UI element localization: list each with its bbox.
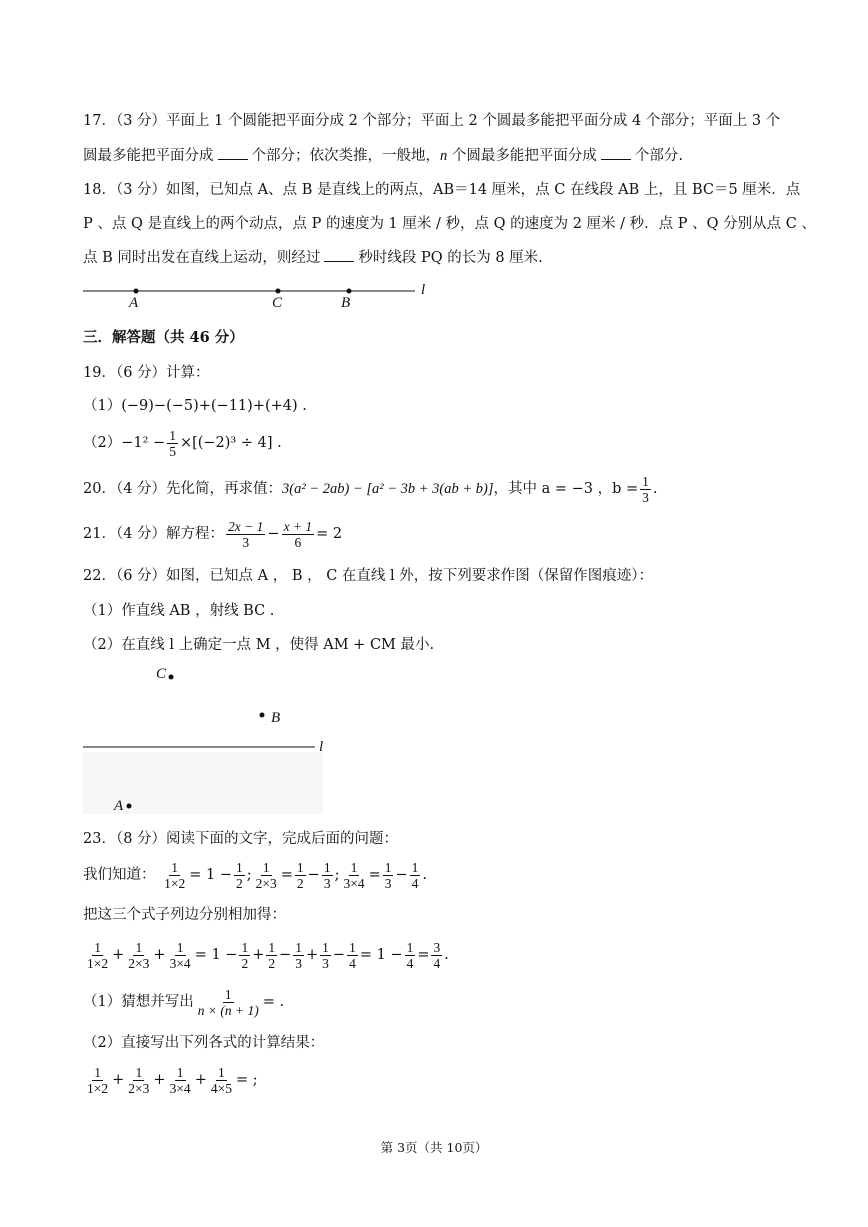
q23-sum-f4: [239, 940, 250, 971]
q23-s1-den: 1×2: [87, 955, 109, 971]
q23-fc-den: 2×3: [255, 875, 277, 891]
q23-sum-end: .: [444, 947, 449, 963]
q23-eq1: = 1 −: [189, 867, 232, 883]
q19-p2-a: −1² −: [121, 435, 166, 451]
q23-p2-f2: [126, 1065, 151, 1096]
q21-f1-num: 2x − 1: [228, 518, 264, 534]
q18-line2: P 、点 Q 是直线上的两个动点，点 P 的速度为 1 厘米 / 秒，点 Q 的速度为 2 厘米 / 秒．点 P 、Q 分别从点 C 、: [83, 216, 816, 232]
q23-p2f2-num: 1: [135, 1064, 143, 1080]
q23-sum-f8: [347, 940, 358, 971]
q23-sum-f6: [293, 940, 304, 971]
q23-minus1: −: [307, 867, 320, 883]
q23-s3-num: 1: [176, 939, 184, 955]
q23-fa-den: 1×2: [164, 875, 186, 891]
q20-end: .: [652, 481, 658, 497]
q23-p2f1-num: 1: [94, 1064, 101, 1080]
q23-fh-den: 4: [411, 875, 419, 891]
q19-part2: [83, 426, 282, 460]
q23-p2-f3: [168, 1065, 193, 1096]
q23-sep2: ;: [334, 867, 340, 883]
q23-fb-den: 2: [235, 875, 243, 891]
q23-result-num: 3: [433, 939, 441, 955]
q23-s9-num: 1: [406, 939, 414, 955]
q20-text-b: ，其中 a = −3 ，b =: [493, 481, 639, 497]
q18-label-b: B: [341, 295, 351, 311]
q23-fh-num: 1: [411, 859, 419, 875]
q18-text-b: 秒时线段 PQ 的长为 8 厘米.: [358, 250, 543, 266]
q22-label-c: C: [156, 666, 167, 682]
q23-p2-f1: [85, 1065, 110, 1096]
q23-s1-num: 1: [94, 939, 101, 955]
q19-p2-label: （2）: [83, 435, 122, 451]
q21-minus: −: [267, 526, 280, 542]
q23-sum-f7: [320, 940, 331, 971]
q23-fg-num: 1: [384, 859, 392, 875]
q23-know-text: 我们知道：: [83, 867, 156, 883]
q21-rhs: = 2: [316, 526, 343, 542]
q20-line: [83, 472, 658, 506]
q23-fe-den: 3: [323, 875, 331, 891]
q23-s2-num: 1: [135, 939, 143, 955]
q23-s6-num: 1: [295, 939, 302, 955]
q23-frac-b: [234, 860, 245, 891]
q18-point-a: [134, 289, 139, 294]
q22-figure: [83, 675, 323, 815]
section3-heading: 三．解答题（共 46 分）: [83, 329, 244, 346]
q19-title: 19．（6 分）计算：: [83, 365, 210, 381]
q23-p2f2-den: 2×3: [128, 1080, 150, 1096]
q21-fraction-1: [226, 519, 265, 550]
q20-text-a: 20．（4 分）先化简，再求值：: [83, 481, 283, 497]
q23-fd-den: 2: [296, 875, 304, 891]
q23-s8-num: 1: [349, 939, 356, 955]
q23-s8-den: 4: [349, 955, 356, 971]
q23-p2f4-num: 1: [218, 1064, 225, 1080]
q23-s5-num: 1: [268, 939, 276, 955]
q23-s7-num: 1: [322, 939, 329, 955]
q23-p1-den: n × (n + 1): [197, 1002, 259, 1018]
q23-p1-fraction: [196, 987, 261, 1018]
q23-p2f3-den: 3×4: [169, 1080, 191, 1096]
q19-frac-num: 1: [169, 427, 176, 443]
q20-frac-den: 3: [642, 489, 649, 505]
q18-label-l: l: [421, 282, 426, 298]
q18-label-a: A: [129, 295, 139, 311]
q22-title: 22．（6 分）如图，已知点 A ， B ， C 在直线 l 外，按下列要求作图（保留作图痕迹）：: [83, 568, 654, 584]
q23-fb-num: 1: [235, 859, 243, 875]
q23-sum-result: [431, 940, 442, 971]
q17-text-d: 个圆最多能把平面分成: [451, 148, 597, 164]
q23-s4-den: 2: [241, 955, 249, 971]
q21-f2-den: 6: [294, 534, 302, 550]
q23-p1-num: 1: [224, 986, 232, 1002]
q19-part1: （1）(−9)−(−5)+(−11)+(+4) .: [83, 398, 307, 414]
q23-s4-num: 1: [241, 939, 249, 955]
q17-text-a: 圆最多能把平面分成: [83, 148, 214, 164]
q23-part1: [83, 985, 284, 1019]
q23-sum-f2: [126, 940, 151, 971]
q23-fc-num: 1: [262, 859, 270, 875]
q20-expression: 3(a² − 2ab) − [a² − 3b + 3(ab + b)]: [282, 481, 494, 497]
q23-s9-den: 4: [406, 955, 414, 971]
q17-text-b: 个部分；依次类推，一般地，: [251, 148, 440, 164]
q23-p2f4-den: 4×5: [210, 1080, 232, 1096]
q23-frac-c: [254, 860, 279, 891]
q18-label-c: C: [272, 295, 283, 311]
q23-frac-f: [341, 860, 366, 891]
q23-p2f1-den: 1×2: [87, 1080, 109, 1096]
q19-p2-b: ×[(−2)³ ÷ 4] .: [179, 435, 282, 451]
q18-line1: 18．（3 分）如图，已知点 A、点 B 是直线上的两点，AB＝14 厘米，点 C 在线段 AB 上，且 BC＝5 厘米．点: [83, 182, 801, 198]
q23-title: 23．（8 分）阅读下面的文字，完成后面的问题：: [83, 831, 399, 847]
q23-p2-end: = ;: [235, 1072, 258, 1088]
q23-fg-den: 3: [384, 875, 392, 891]
q23-frac-h: [410, 860, 421, 891]
q18-point-c: [276, 289, 281, 294]
q23-s7-den: 3: [322, 955, 329, 971]
q23-part2-expr: $\frac{1}{1\times 2}$ + $\frac{1}{2\times 3}$ + $\frac{1}{3\times 4}$ + $\frac{1}{4\times 5}$ = ;: [87, 1064, 258, 1096]
q22-label-a: A: [114, 798, 124, 814]
q18-text-a: 点 B 同时出发在直线上运动，则经过: [83, 250, 321, 266]
q23-sum-f5: [266, 940, 277, 971]
q23-sum-f1: [85, 940, 110, 971]
q21-line: [83, 517, 342, 551]
q23-part2: （2）直接写出下列各式的计算结果：: [83, 1035, 325, 1051]
q23-sum-f9: [405, 940, 416, 971]
q20-fraction: [640, 474, 651, 505]
q23-frac-a: [162, 860, 187, 891]
q21-text: 21．（4 分）解方程：: [83, 526, 225, 542]
q23-frac-g: [383, 860, 394, 891]
q23-frac-e: [322, 860, 333, 891]
q23-add-text: 把这三个式子列边分别相加得：: [83, 907, 286, 923]
q17-line1: 17．（3 分）平面上 1 个圆能把平面分成 2 个部分；平面上 2 个圆最多能把平面分成 4 个部分；平面上 3 个: [83, 113, 781, 129]
q23-fa-num: 1: [171, 859, 179, 875]
q23-result-den: 4: [433, 955, 441, 971]
q23-sum-rhs: = 1 −: [359, 947, 403, 963]
q23-sum: $\frac{1}{1\times 2}$ + $\frac{1}{2\times 3}$ + $\frac{1}{3\times 4}$ = 1 − $\frac{1}{2}$ + $\frac{1}{2}$ − $\frac{1}{3}$ + $\frac{1}{3}$ − $\frac{1}{4}$ = 1 − $\frac{1}{4}$ = $\frac{3}{4}$ .: [87, 939, 449, 971]
q23-p1-text: （1）猜想并写出: [83, 994, 194, 1010]
q22-point-c: [169, 675, 174, 680]
q21-fraction-2: [282, 519, 315, 550]
q23-known: [83, 858, 427, 892]
page-footer: 第 3页（共 10页）: [380, 1140, 488, 1155]
q22-label-b: B: [271, 710, 281, 726]
q22-point-b: [260, 713, 265, 718]
q19-fraction: [167, 428, 178, 459]
q23-ff-num: 1: [350, 859, 358, 875]
q23-fe-num: 1: [323, 859, 331, 875]
q23-sum-f3: [168, 940, 193, 971]
q23-s5-den: 2: [268, 955, 276, 971]
q23-fd-num: 1: [296, 859, 304, 875]
q23-ff-den: 3×4: [343, 875, 365, 891]
q23-s6-den: 3: [295, 955, 302, 971]
q23-p2f3-num: 1: [176, 1064, 184, 1080]
q23-eq2: =: [280, 867, 293, 883]
q17-text-e: 个部分.: [634, 148, 683, 164]
q22-part2: （2）在直线 l 上确定一点 M ，使得 AM + CM 最小.: [83, 637, 435, 653]
q23-frac-d: [295, 860, 306, 891]
q23-s2-den: 2×3: [128, 955, 150, 971]
q21-f2-num: x + 1: [283, 518, 313, 534]
q18-figure: [83, 289, 415, 294]
q23-sum-eq: = 1 −: [194, 947, 238, 963]
q20-frac-num: 1: [642, 473, 649, 489]
q19-frac-den: 5: [169, 443, 176, 459]
q21-f1-den: 3: [242, 534, 250, 550]
q23-p2-f4: [209, 1065, 234, 1096]
q22-point-a: [127, 804, 132, 809]
q22-part1: （1）作直线 AB ，射线 BC .: [83, 603, 275, 619]
q22-label-l: l: [319, 739, 324, 755]
q23-s3-den: 3×4: [169, 955, 191, 971]
q23-p1-end: = .: [262, 994, 285, 1010]
q23-sep1: ;: [246, 867, 252, 883]
q23-eq3: =: [368, 867, 381, 883]
q23-minus2: −: [395, 867, 408, 883]
q17-var-n: n: [440, 148, 448, 164]
q18-point-b: [347, 289, 352, 294]
q23-end1: .: [422, 867, 427, 883]
